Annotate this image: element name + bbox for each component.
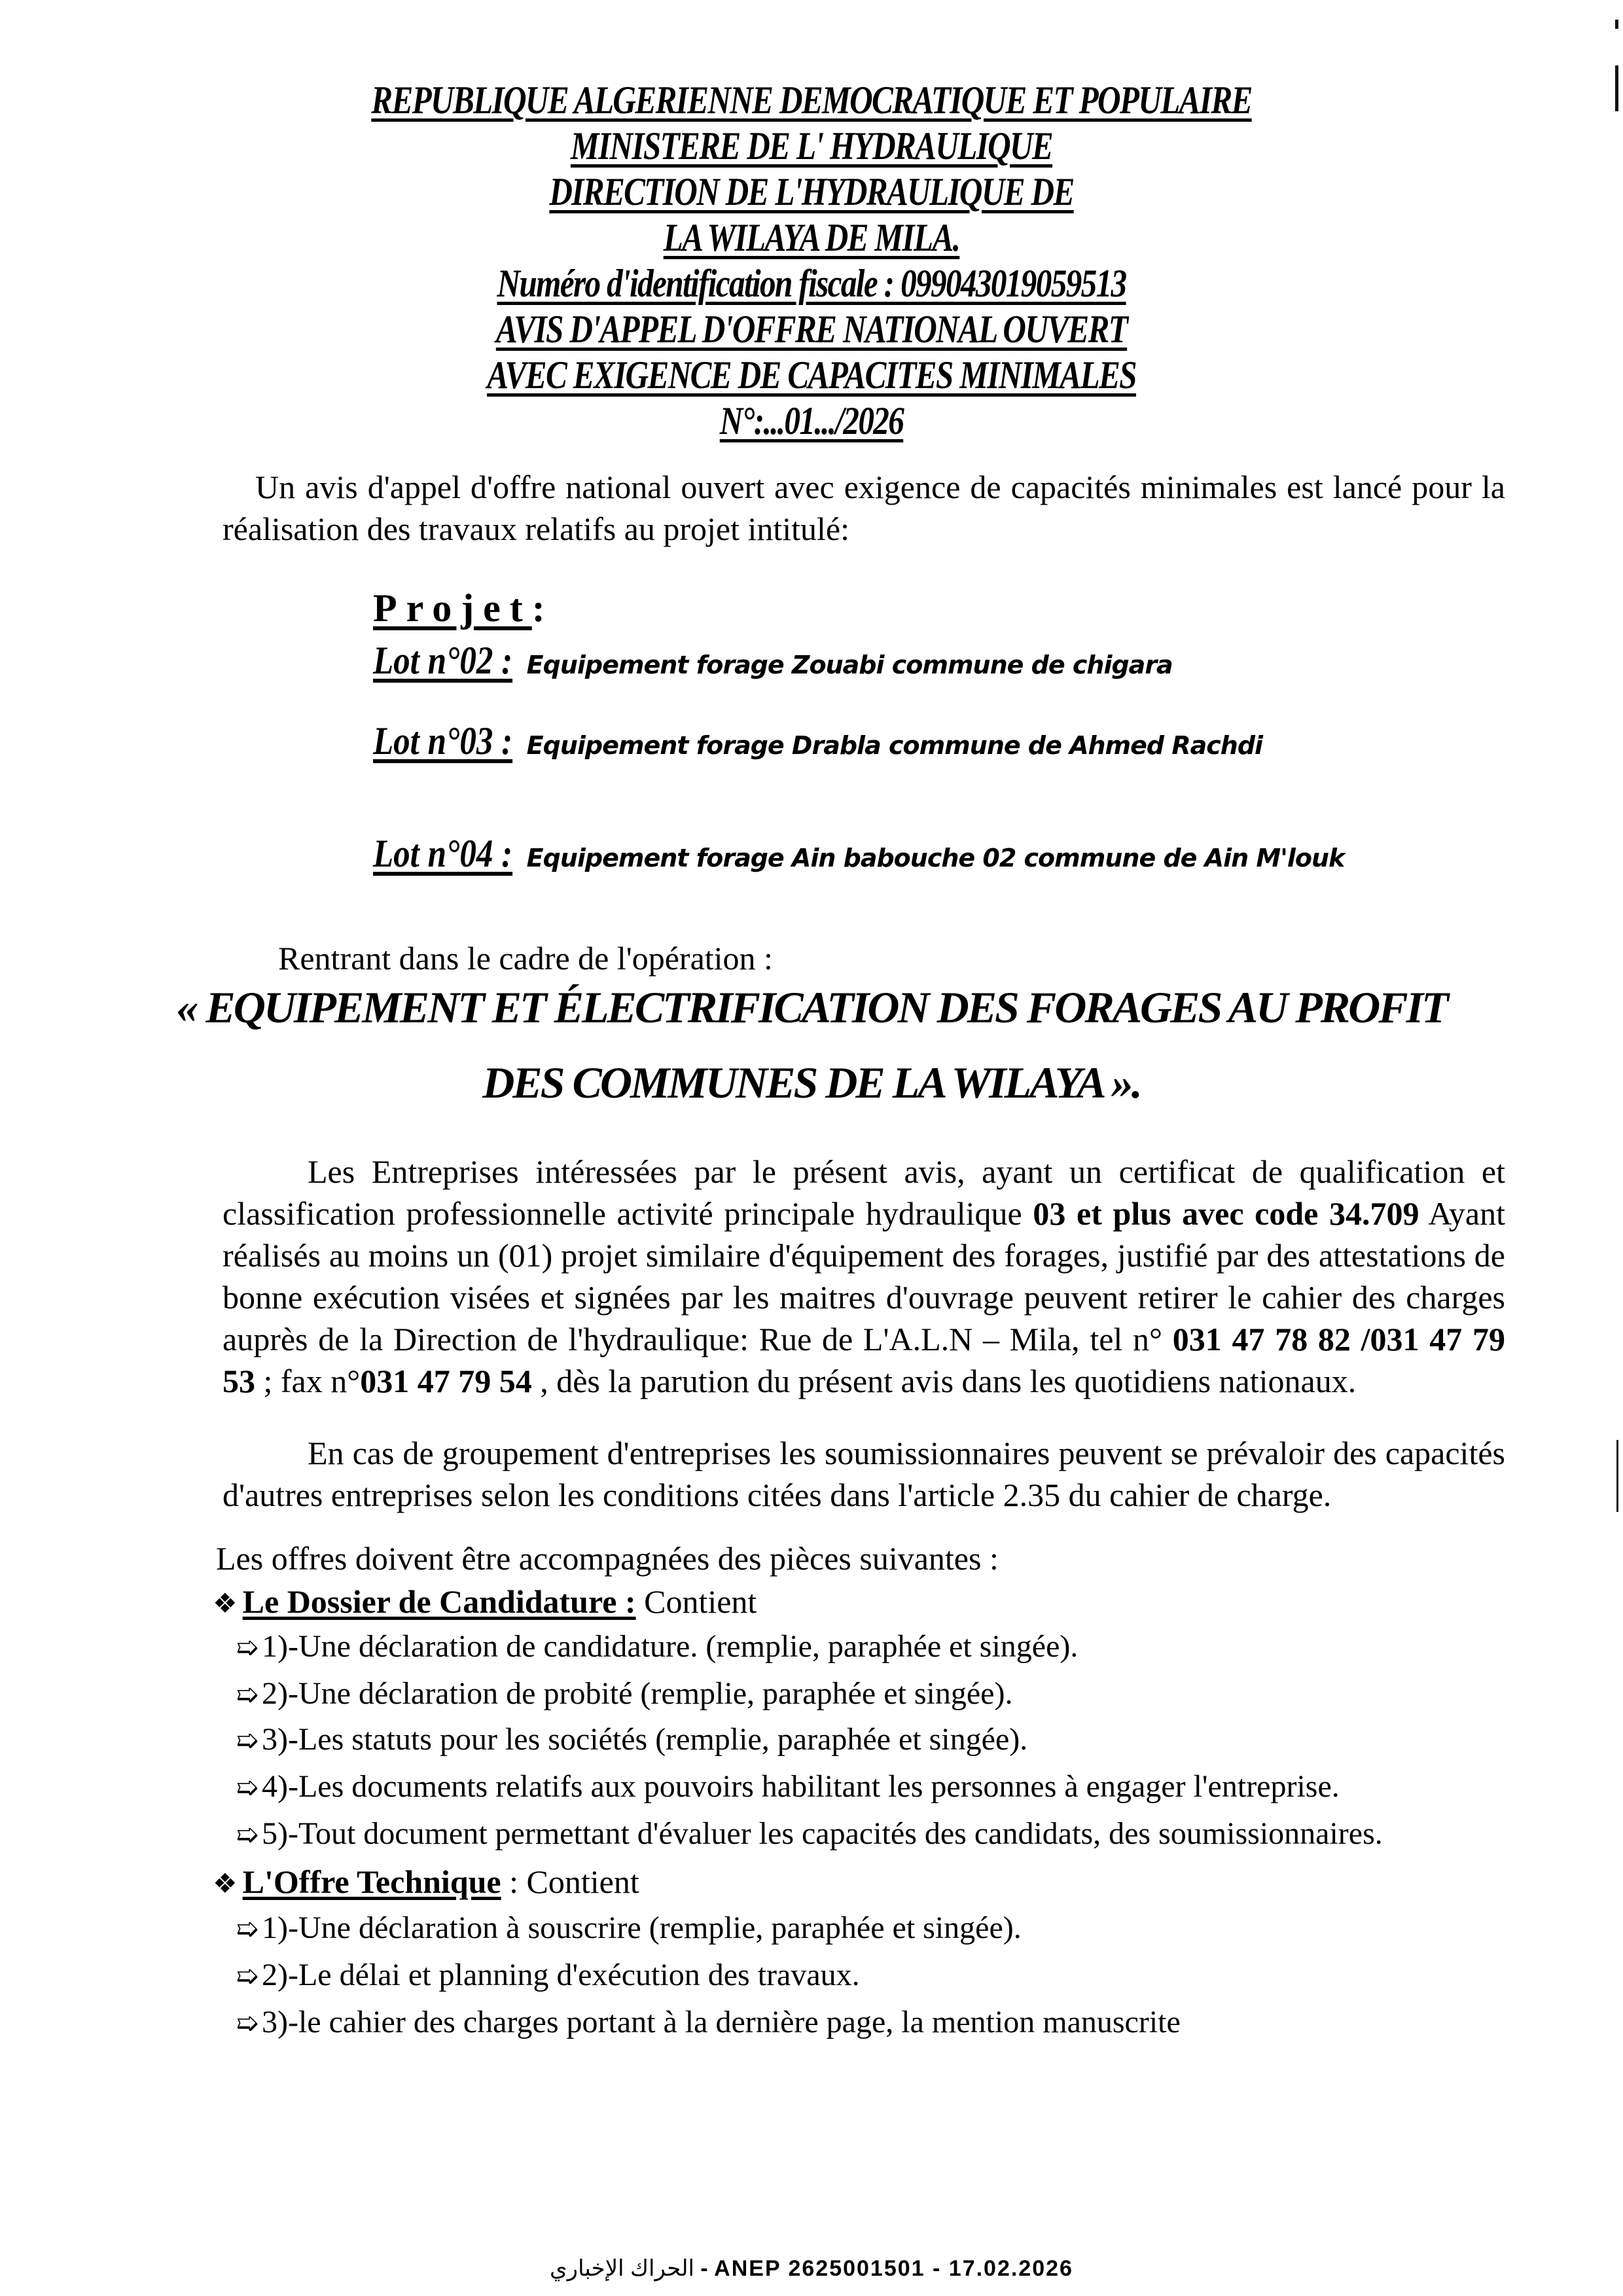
arrow-bullet-icon: ➯	[236, 1820, 259, 1850]
arrow-bullet-icon: ➯	[236, 1914, 259, 1945]
arrow-bullet-icon: ➯	[236, 2009, 259, 2039]
lot-description: Equipement forage Zouabi commune de chigara	[526, 651, 1173, 679]
publication-footer	[0, 2255, 1623, 2282]
document-header	[0, 77, 1623, 444]
operation-intro: Rentrant dans le cadre de l'opération :	[278, 940, 773, 977]
dossier-candidature-heading: ❖ Le Dossier de Candidature : Contient	[213, 1583, 757, 1620]
list-item: ➯2)-Une déclaration de probité (remplie, paraphée et singée).	[236, 1676, 1013, 1711]
newspaper-name: الحراك الإخباري	[550, 2256, 694, 2281]
lot-item	[373, 638, 1173, 683]
diamond-bullet-icon: ❖	[213, 1589, 238, 1619]
lot-item	[373, 831, 1344, 876]
header-avis-title: AVIS D'APPEL D'OFFRE NATIONAL OUVERT	[495, 308, 1128, 351]
arrow-bullet-icon: ➯	[236, 1726, 259, 1756]
phone-numbers: 031 47 78 82 /031 47 79 53	[223, 1321, 1505, 1399]
groupement-paragraph: En cas de groupement d'entreprises les soumissionnaires peuvent se prévaloir des capacités d'autres entreprises selon les conditions citées dans l'article 2.35 du cahier de charge.	[223, 1435, 1505, 1513]
list-item: ➯3)-le cahier des charges portant à la dernière page, la mention manuscrite	[236, 2005, 1181, 2039]
list-item: ➯1)-Une déclaration de candidature. (remplie, paraphée et singée).	[236, 1629, 1079, 1664]
lot-label: Lot n°04 :	[373, 832, 513, 875]
intro-paragraph: Un avis d'appel d'offre national ouvert avec exigence de capacités minimales est lancé pour la réalisation des travaux relatifs au projet intitulé:	[223, 469, 1505, 547]
header-avis-number: N°:...01.../2026	[719, 399, 904, 442]
offres-intro: Les offres doivent être accompagnées des pièces suivantes :	[216, 1540, 999, 1577]
scan-mark	[1616, 1440, 1618, 1512]
arrow-bullet-icon: ➯	[236, 1680, 259, 1710]
list-item: ➯4)-Les documents relatifs aux pouvoirs habilitant les personnes à engager l'entreprise.	[236, 1769, 1340, 1804]
list-item: ➯1)-Une déclaration à souscrire (remplie, paraphée et singée).	[236, 1910, 1022, 1945]
header-fiscal-id: Numéro d'identification fiscale : 099043019059513	[497, 262, 1126, 305]
header-ministry: MINISTERE DE L' HYDRAULIQUE	[570, 124, 1053, 168]
operation-title-line2: DES COMMUNES DE LA WILAYA ».	[482, 1058, 1141, 1107]
diamond-bullet-icon: ❖	[213, 1869, 238, 1899]
qualification-code: 03 et plus avec code 34.709	[1033, 1195, 1419, 1232]
lot-item	[373, 719, 1262, 764]
lot-description: Equipement forage Drabla commune de Ahmed Rachdi	[526, 731, 1263, 760]
lot-description: Equipement forage Ain babouche 02 commune de Ain M'louk	[526, 844, 1345, 872]
arrow-bullet-icon: ➯	[236, 1962, 259, 1992]
operation-title-line1: « EQUIPEMENT ET ÉLECTRIFICATION DES FORAGES AU PROFIT	[176, 982, 1447, 1032]
eligibility-paragraph: Les Entreprises intéressées par le présent avis, ayant un certificat de qualification et classification professionnelle activité principale hydraulique 03 et plus avec code 34.709 Ayant réalisés au moins un (01) projet similaire d'équipement des forages, justifié par des attestations de bonne exécution visées et signées par les maitres d'ouvrage peuvent retirer le cahier des charges auprès de la Direction de l'hydraulique: Rue de L'A.L.N – Mila, tel n° 031 47 78 82 /031 47 79 53 ; fax n°031 47 79 54 , dès la parution du présent avis dans les quotidiens nationaux.	[223, 1153, 1505, 1399]
header-wilaya: LA WILAYA DE MILA.	[663, 216, 960, 259]
header-avis-subtitle: AVEC EXIGENCE DE CAPACITES MINIMALES	[487, 353, 1136, 397]
lot-label: Lot n°03 :	[373, 719, 513, 762]
arrow-bullet-icon: ➯	[236, 1633, 259, 1663]
list-item: ➯2)-Le délai et planning d'exécution des travaux.	[236, 1958, 860, 1992]
arrow-bullet-icon: ➯	[236, 1773, 259, 1803]
projet-heading: Projet:	[373, 586, 554, 630]
header-direction: DIRECTION DE L'HYDRAULIQUE DE	[549, 170, 1074, 213]
header-republic: REPUBLIQUE ALGERIENNE DEMOCRATIQUE ET POPULAIRE	[371, 79, 1252, 122]
offre-technique-heading: ❖ L'Offre Technique : Contient	[213, 1863, 639, 1900]
scan-mark	[1615, 20, 1618, 29]
anep-reference: - ANEP 2625001501 - 17.02.2026	[694, 2256, 1073, 2281]
lot-label: Lot n°02 :	[373, 639, 513, 682]
list-item: ➯3)-Les statuts pour les sociétés (remplie, paraphée et singée).	[236, 1722, 1028, 1757]
fax-number: 031 47 79 54	[360, 1363, 532, 1399]
list-item: ➯5)-Tout document permettant d'évaluer les capacités des candidats, des soumissionnaires.	[236, 1816, 1383, 1851]
